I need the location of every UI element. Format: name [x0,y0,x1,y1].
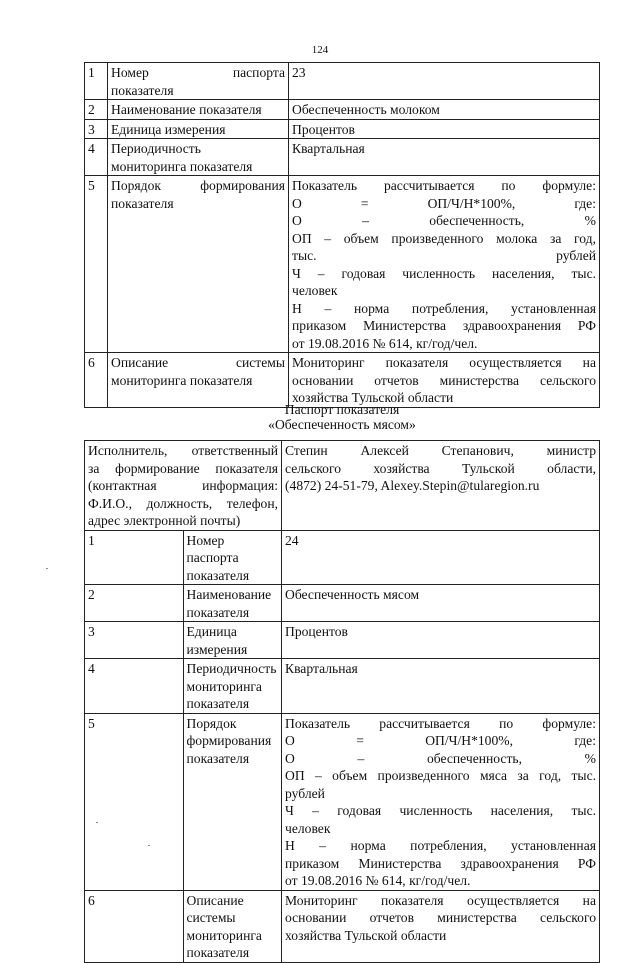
text-line: ОП – объем произведенного молока за год, [292,230,596,246]
table-row [85,622,600,659]
scan-speck [148,845,150,846]
table-row [85,139,600,176]
text-line: показателя [186,567,250,583]
text-line: тыс. рублей [292,248,596,263]
row-label [183,530,282,585]
text-line: О = ОП/Ч/Н*100%, где: [285,733,596,748]
passport-heading-subtitle: «Обеспеченность мясом» [268,417,416,432]
text-line: приказом Министерства здравоохранения РФ [292,318,596,333]
row-value [289,63,600,100]
row-value [282,622,600,659]
text-line: Мониторинг показателя осуществляется на [285,892,596,908]
row-number: 3 [85,119,108,139]
text-line: Исполнитель, ответственный [88,443,278,458]
row-label [108,63,289,100]
row-label [183,713,282,890]
text-line: мониторинга показателя [186,678,262,711]
table-row [85,713,600,890]
text-line: О – обеспеченность, % [292,213,596,228]
text-line: от 19.08.2016 № 614, кг/год/чел. [285,873,471,888]
row-label [108,176,289,353]
row-number: 1 [85,63,108,100]
text-line: основании отчетов министерства сельского [285,910,596,925]
row-label [183,659,282,714]
row-label [108,139,289,176]
table-row [85,100,600,120]
row-label [108,100,289,120]
text-line: Квартальная [292,141,365,156]
text-line: Степин Алексей Степанович, министр [285,443,596,458]
text-line: (контактная информация: [88,478,278,493]
row-label [108,353,289,408]
text-line: Ф.И.О., должность, телефон, [88,495,278,511]
text-line: Ч – годовая численность населения, тыс. [285,803,596,818]
text-line: за формирование показателя [88,460,278,476]
executor-value [282,441,600,531]
table-row [85,353,600,408]
text-line: человек [292,283,338,298]
row-number: 1 [85,530,184,585]
text-line: показателя [186,750,250,766]
row-value [282,890,600,962]
text-line: Обеспеченность молоком [292,102,440,117]
table-row [85,530,600,585]
text-line: Описание системы [186,892,244,925]
text-line: Порядок формирования [111,178,285,193]
row-value [282,713,600,890]
text-line: Номер паспорта [186,532,239,565]
row-value [289,139,600,176]
page-number: 124 [311,44,329,56]
text-line: Мониторинг показателя осуществляется на [292,355,596,370]
table-row [85,890,600,962]
row-value [282,659,600,714]
text-line: рублей [285,785,325,801]
table-row [85,176,600,353]
text-line: приказом Министерства здравоохранения РФ [285,855,596,871]
text-line: хозяйства Тульской области [285,927,447,943]
row-label [183,585,282,622]
passport-heading-title: Паспорт показателя [284,402,400,417]
indicator-passport-table-milk [84,62,600,408]
text-line: Показатель рассчитывается по формуле: [285,715,596,731]
row-number: 2 [85,585,184,622]
text-line: сельского хозяйства Тульской области, [285,460,596,476]
text-line: Н – норма потребления, установленная [292,300,596,316]
text-line: Единица измерения [186,624,248,657]
text-line: Показатель рассчитывается по формуле: [292,178,596,193]
row-value [289,176,600,353]
row-value [282,585,600,622]
text-line: мониторинга показателя [111,372,253,388]
scan-speck [96,822,98,823]
text-line: Порядок формирования [186,715,272,748]
text-line: Наименование показателя [186,587,272,620]
text-line: адрес электронной почты) [88,513,241,528]
text-line: мониторинга показателя [111,158,253,174]
text-line: основании отчетов министерства сельского [292,372,596,388]
executor-label [85,441,282,531]
text-line: человек [285,820,331,836]
row-value [289,100,600,120]
text-line: Периодичность [111,141,201,156]
text-line: 23 [292,65,306,80]
text-line: ОП – объем произведенного мяса за год, тыс. [285,768,596,783]
text-line: Н – норма потребления, установленная [285,838,596,853]
row-label [183,622,282,659]
text-line: Единица измерения [111,121,226,137]
indicator-passport-table-meat [84,440,600,963]
text-line: (4872) 24-51-79, Alexey.Stepin@tularegion.ru [285,478,540,493]
table-row [85,63,600,100]
table-row [85,659,600,714]
row-number: 4 [85,659,184,714]
text-line: Процентов [292,121,355,137]
row-number: 4 [85,139,108,176]
row-number: 5 [85,713,184,890]
text-line: Периодичность [186,661,277,676]
text-line: от 19.08.2016 № 614, кг/год/чел. [292,335,478,351]
text-line: хозяйства Тульской области [292,390,454,405]
text-line: Номер паспорта [111,65,285,80]
text-line: Обеспеченность мясом [285,587,420,602]
text-line: мониторинга показателя [186,927,262,960]
text-line: Процентов [285,624,348,639]
text-line: 24 [285,532,299,548]
row-number: 6 [85,890,184,962]
row-value [282,530,600,585]
row-number: 3 [85,622,184,659]
text-line: Ч – годовая численность населения, тыс. [292,265,596,281]
executor-row [85,441,600,531]
row-value [289,353,600,408]
text-line: показателя [111,82,174,98]
text-line: О = ОП/Ч/Н*100%, где: [292,195,596,211]
table-row [85,585,600,622]
row-number: 5 [85,176,108,353]
row-number: 6 [85,353,108,408]
text-line: Квартальная [285,661,358,676]
table-row [85,119,600,139]
text-line: О – обеспеченность, % [285,750,596,766]
text-line: Наименование показателя [111,102,262,117]
row-label [108,119,289,139]
row-number: 2 [85,100,108,120]
passport-heading [84,402,600,432]
row-value [289,119,600,139]
text-line: Описание системы [111,355,285,370]
scan-speck [46,568,48,569]
text-line: показателя [111,195,174,211]
row-label [183,890,282,962]
